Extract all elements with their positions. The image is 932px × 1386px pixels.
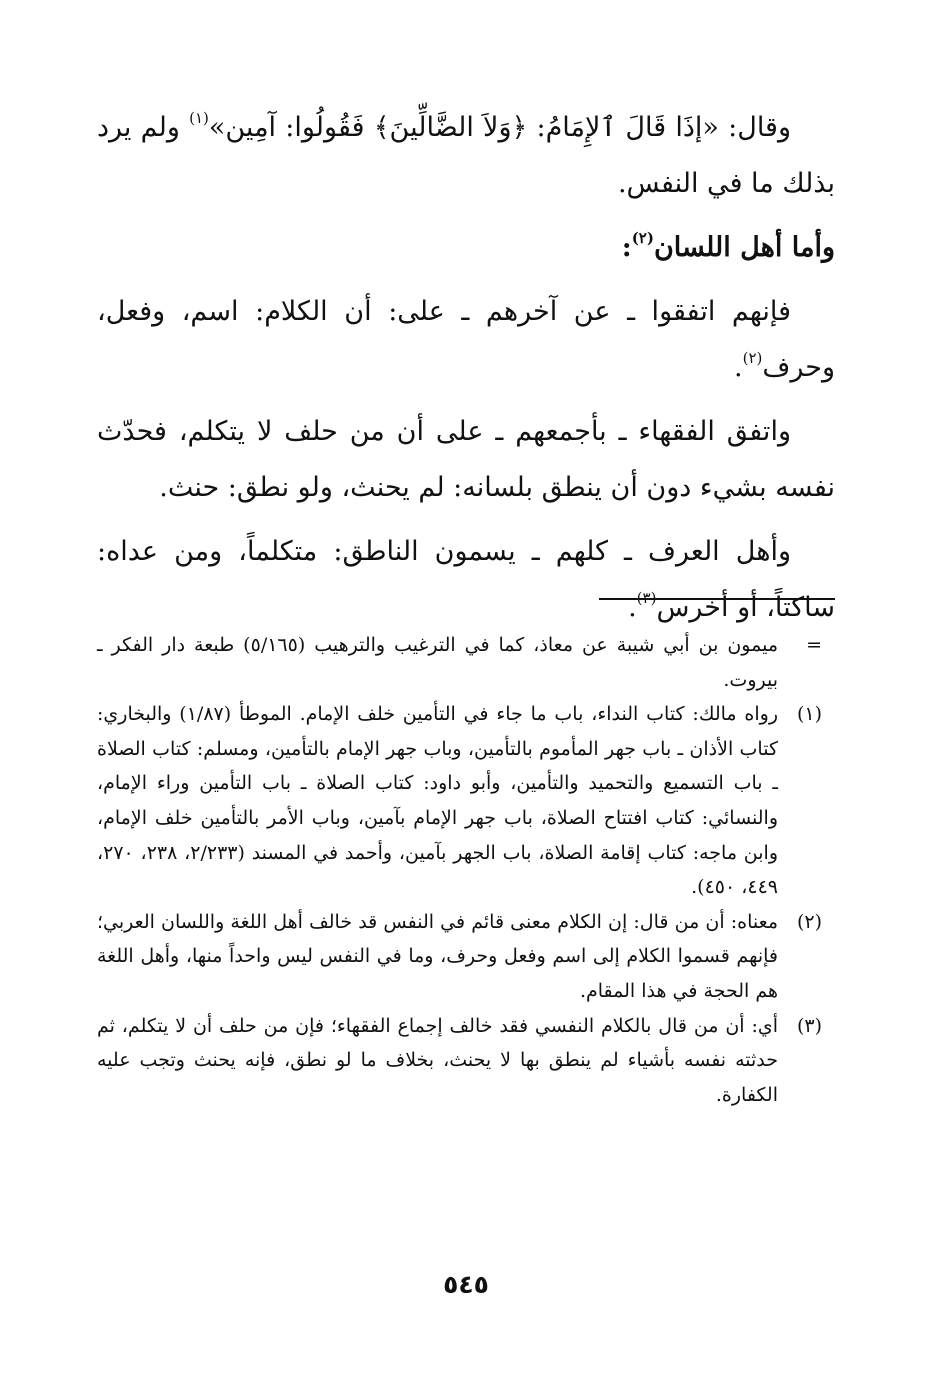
footnote-separator xyxy=(599,598,835,600)
footnote-ref-1: (١) xyxy=(189,109,209,127)
footnote-text: ميمون بن أبي شيبة عن معاذ، كما في الترغيب والترهيب (٥/١٦٥) طبعة دار الفكر ـ بيروت. xyxy=(97,634,778,691)
footnote-continued xyxy=(97,628,822,697)
paragraph-language-text: فإنهم اتفقوا ـ عن آخرهم ـ على: أن الكلام: اسم، وفعل، وحرف xyxy=(97,296,835,383)
footnote-1 xyxy=(97,697,822,905)
footnote-number: (٣) xyxy=(796,1014,822,1037)
paragraph-custom xyxy=(97,524,835,636)
section-heading xyxy=(97,220,835,276)
footnote-ref-2a: (٢) xyxy=(631,229,654,247)
paragraph-language-people xyxy=(97,284,835,396)
paragraph-hadith-text: وقال: «إذَا قَالَ ٱلإِمَامُ: ﴿وَلاَ الضَّالِّينَ﴾ فَقُولُوا: آمِين» xyxy=(208,112,791,143)
paragraph-language-tail: . xyxy=(734,352,743,383)
paragraph-hadith xyxy=(97,100,835,212)
paragraph-custom-tail: . xyxy=(628,592,637,623)
main-text xyxy=(97,100,835,644)
footnote-number: (٢) xyxy=(796,910,822,933)
section-heading-text: وأما أهل اللسان xyxy=(653,232,835,263)
section-heading-colon: : xyxy=(621,232,632,263)
paragraph-custom-text: وأهل العرف ـ كلهم ـ يسمون الناطق: متكلماً، ومن عداه: ساكتاً، أو أخرس xyxy=(97,536,835,623)
footnote-number: (١) xyxy=(796,703,822,726)
paragraph-hadith-text-end: ولم يرد بذلك ما في النفس. xyxy=(97,112,835,199)
page-number: ٥٤٥ xyxy=(443,1270,489,1299)
footnote-text: رواه مالك: كتاب النداء، باب ما جاء في التأمين خلف الإمام. الموطأ (١/٨٧) والبخاري: كتاب الأذان ـ باب جهر المأموم بالتأمين، وباب جهر الإمام بالتأمين، ومسلم: كتاب الصلاة ـ باب التسميع والتحميد والتأمين، وأبو داود: كتاب الصلاة ـ باب التأمين وراء الإمام، والنسائي: كتاب افتتاح الصلاة، باب جهر الإمام بآمين، وباب الأمر بالتأمين خلف الإمام، وابن ماجه: كتاب إقامة الصلاة، باب الجهر بآمين، وأحمد في المسند (٢/٢٣٣، ٢٣٨، ٢٧٠، ٤٤٩، ٤٥٠). xyxy=(97,703,779,899)
paragraph-jurists: واتفق الفقهاء ـ بأجمعهم ـ على أن من حلف لا يتكلم، فحدّث نفسه بشيء دون أن ينطق بلسانه: لم يحنث، ولو نطق: حنث. xyxy=(97,416,835,503)
footnote-text: معناه: أن من قال: إن الكلام معنى قائم في النفس قد خالف أهل اللغة واللسان العربي؛ فإنهم قسموا الكلام إلى اسم وفعل وحرف، وما في النفس ليس واحداً منها، وأهل اللغة هم الحجة في هذا المقام. xyxy=(97,910,778,1002)
footnote-3 xyxy=(97,1009,822,1113)
footnote-ref-3: (٣) xyxy=(636,589,657,607)
footnotes xyxy=(97,628,822,1112)
footnote-2 xyxy=(97,905,822,1009)
footnote-text: أي: أن من قال بالكلام النفسي فقد خالف إجماع الفقهاء؛ فإن من حلف أن لا يتكلم، ثم حدثته نفسه بأشياء لم ينطق بها لا يحنث، بخلاف ما لو نطق، فإنه يحنث وتجب عليه الكفارة. xyxy=(97,1014,778,1106)
footnote-marker: = xyxy=(806,634,822,656)
footnote-ref-2b: (٢) xyxy=(742,349,763,367)
